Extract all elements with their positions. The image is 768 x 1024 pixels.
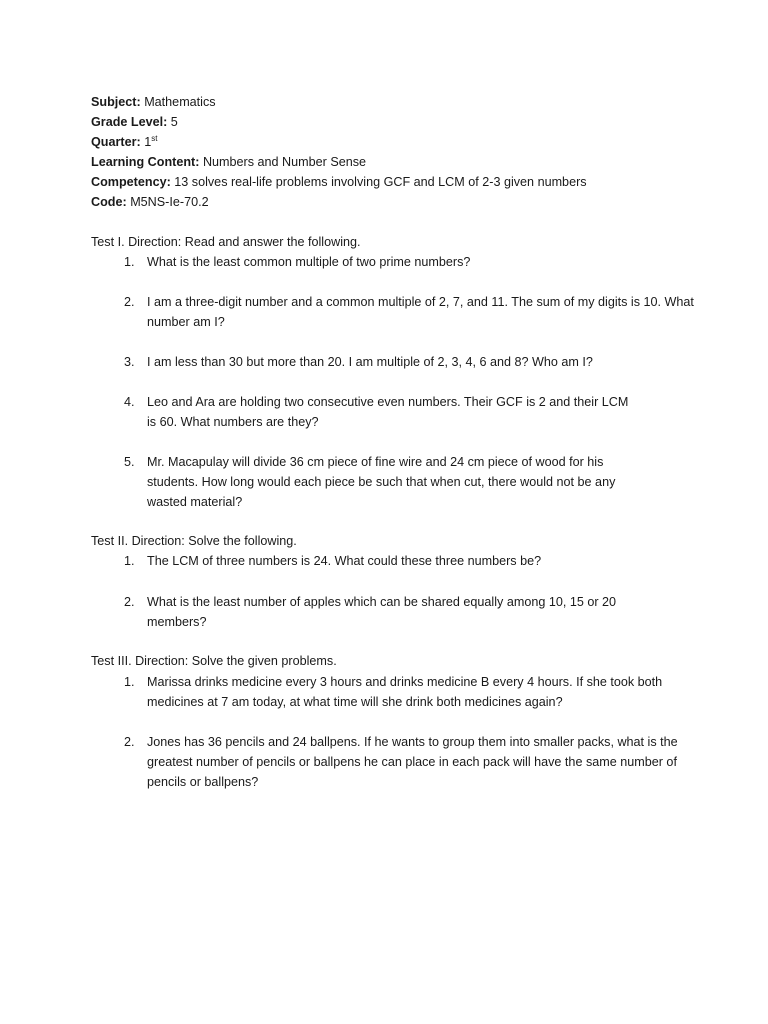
competency-value: 13 solves real-life problems involving GCF and LCM of 2-3 given numbers	[174, 175, 587, 189]
code-value: M5NS-Ie-70.2	[130, 195, 209, 209]
item-number: 1.	[124, 255, 135, 269]
grade-line	[91, 114, 178, 130]
item-text: The LCM of three numbers is 24. What could these three numbers be?	[147, 554, 542, 568]
item-text: Mr. Macapulay will divide 36 cm piece of fine wire and 24 cm piece of wood for his students. How long would each piece be such that when cut, there would not be any wasted material?	[147, 455, 616, 509]
subject-value: Mathematics	[144, 95, 216, 109]
item-number: 2.	[124, 595, 135, 609]
content-label: Learning Content:	[91, 155, 200, 169]
item-number: 1.	[124, 675, 135, 689]
content-value: Numbers and Number Sense	[202, 155, 367, 169]
test-2-heading: Test II. Direction: Solve the following.	[91, 534, 297, 548]
item-text: I am less than 30 but more than 20. I am multiple of 2, 3, 4, 6 and 8? Who am I?	[147, 355, 593, 369]
quarter-suffix: st	[151, 133, 158, 143]
grade-value: 5	[170, 115, 178, 129]
item-text: Jones has 36 pencils and 24 ballpens. If he wants to group them into smaller packs, what is the greatest number of pencils or ballpens he can place in each pack will have the same number of pencils or ballpens?	[147, 735, 678, 789]
item-text: What is the least number of apples which can be shared equally among 10, 15 or 20 members?	[147, 595, 617, 629]
item-number: 2.	[124, 295, 135, 309]
item-number: 5.	[124, 455, 135, 469]
subject-line	[91, 94, 216, 110]
subject-label: Subject:	[91, 95, 141, 109]
test-3-heading: Test III. Direction: Solve the given problems.	[91, 654, 337, 668]
item-number: 1.	[124, 554, 135, 568]
content-line	[91, 154, 366, 170]
item-number: 3.	[124, 355, 135, 369]
competency-line	[91, 174, 587, 190]
test-1-heading: Test I. Direction: Read and answer the following.	[91, 235, 361, 249]
grade-label: Grade Level:	[91, 115, 168, 129]
item-text: Marissa drinks medicine every 3 hours and drinks medicine B every 4 hours. If she took both medicines at 7 am today, at what time will she drink both medicines again?	[147, 675, 663, 709]
competency-label: Competency:	[91, 175, 171, 189]
quarter-label: Quarter:	[91, 135, 141, 149]
item-text: What is the least common multiple of two prime numbers?	[147, 255, 471, 269]
quarter-line	[91, 134, 157, 150]
item-number: 2.	[124, 735, 135, 749]
code-line	[91, 194, 209, 210]
item-text: I am a three-digit number and a common multiple of 2, 7, and 11. The sum of my digits is 10. What number am I?	[147, 295, 694, 329]
item-number: 4.	[124, 395, 135, 409]
code-label: Code:	[91, 195, 127, 209]
item-text: Leo and Ara are holding two consecutive even numbers. Their GCF is 2 and their LCM is 60. What numbers are they?	[147, 395, 629, 429]
quarter-value: 1	[144, 135, 152, 149]
